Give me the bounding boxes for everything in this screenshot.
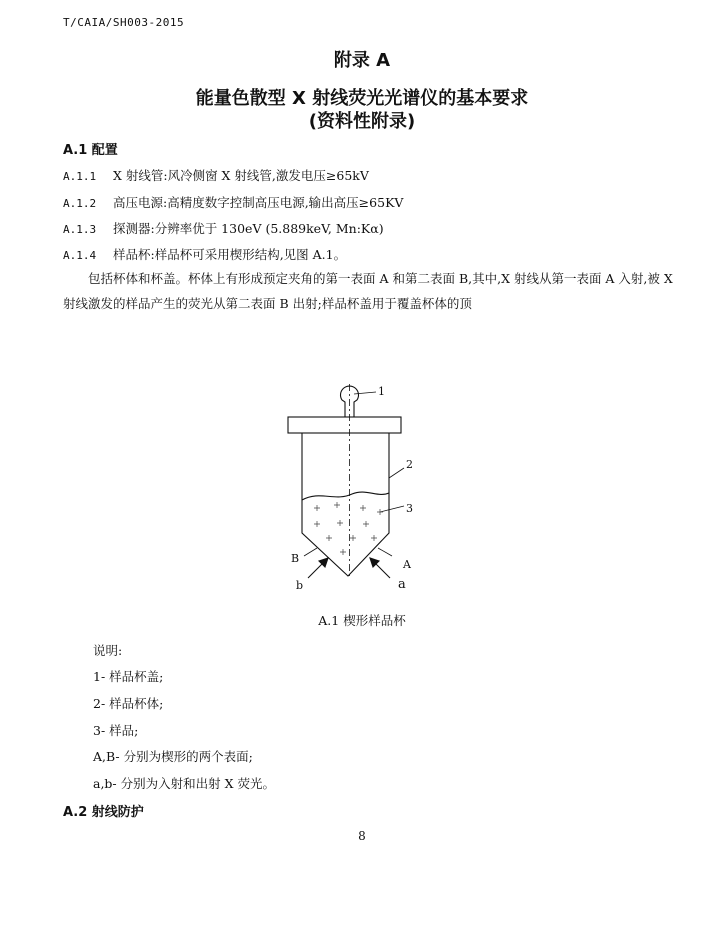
sample-mark xyxy=(334,502,340,508)
sample-mark xyxy=(350,535,356,541)
label-2: 2 xyxy=(406,458,413,471)
config-item xyxy=(63,193,403,211)
sample-mark xyxy=(363,521,369,527)
config-item xyxy=(63,166,369,184)
legend-item: 3- 样品; xyxy=(93,723,139,738)
sample-mark xyxy=(337,520,343,526)
description-paragraph: 包括杯体和杯盖。杯体上有形成预定夹角的第一表面 A 和第二表面 B,其中,X 射线从第一表面 A 入射,被 X 射线激发的样品产生的荧光从第二表面 B 出射;样品杯盖用于覆盖杯体的顶 xyxy=(63,271,673,311)
sample-mark xyxy=(340,549,346,555)
item-number: A.1.3 xyxy=(63,223,97,236)
item-text: X 射线管:风冷侧窗 X 射线管,激发电压≥65kV xyxy=(113,168,369,183)
doc-code-header: T/CAIA/SH003-2015 xyxy=(63,16,185,29)
legend-item: A,B- 分别为楔形的两个表面; xyxy=(93,749,253,764)
label-B: B xyxy=(291,552,300,565)
sample-mark xyxy=(360,505,366,511)
cup-body xyxy=(302,433,389,576)
section-a2-heading: A.2 射线防护 xyxy=(63,805,144,820)
sample-mark xyxy=(326,535,332,541)
item-text: 探测器:分辨率优于 130eV (5.889keV, Mn:Kα) xyxy=(113,221,384,236)
item-number: A.1.4 xyxy=(63,249,97,262)
annex-title: 附录 A xyxy=(333,50,391,71)
sample-surface xyxy=(302,492,389,500)
label-1: 1 xyxy=(378,385,385,398)
config-item xyxy=(63,219,384,237)
item-number: A.1.2 xyxy=(63,197,97,210)
sample-mark xyxy=(314,521,320,527)
sample-mark xyxy=(314,505,320,511)
item-text: 高压电源:高精度数字控制高压电源,输出高压≥65KV xyxy=(113,195,404,210)
wedge-sample-cup-figure xyxy=(280,380,440,590)
label-3: 3 xyxy=(406,502,413,515)
legend-item: 1- 样品杯盖; xyxy=(93,669,164,684)
legend-item: 2- 样品杯体; xyxy=(93,696,164,711)
legend-item: a,b- 分别为入射和出射 X 荧光。 xyxy=(93,776,275,791)
page-title: 能量色散型 X 射线荧光光谱仪的基本要求 xyxy=(195,88,529,109)
label-A: A xyxy=(403,558,411,571)
legend-title: 说明: xyxy=(93,643,123,658)
figure-caption: A.1 楔形样品杯 xyxy=(318,613,406,628)
label-a: a xyxy=(398,577,406,590)
label-b: b xyxy=(296,579,304,590)
page-subtitle: (资料性附录) xyxy=(308,111,416,132)
cup-lid xyxy=(288,417,401,433)
item-number: A.1.1 xyxy=(63,170,97,183)
section-a1-heading: A.1 配置 xyxy=(63,143,118,158)
item-text: 样品杯:样品杯可采用楔形结构,见图 A.1。 xyxy=(113,247,347,262)
page-number: 8 xyxy=(358,829,366,843)
config-item xyxy=(63,245,346,263)
sample-mark xyxy=(371,535,377,541)
sample-mark xyxy=(377,509,383,515)
